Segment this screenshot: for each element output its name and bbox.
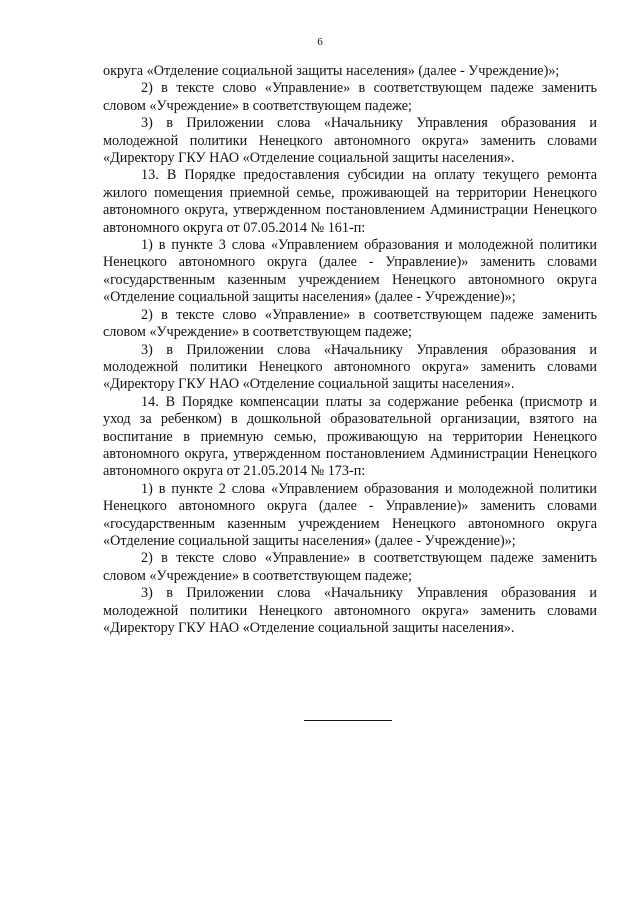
paragraph-section-13: 13. В Порядке предоставления субсидии на оплату текущего ремонта жилого помещения приемной семье, проживающей на территории Ненецкого автономного округа, утвержденном постановлением Администрации Ненецкого автономного округа от 07.05.2014 № 161-п: xyxy=(103,167,597,236)
paragraph-item-3: 3) в Приложении слова «Начальнику Управления образования и молодежной политики Ненецкого автономного округа» заменить словами «Директору ГКУ НАО «Отделение социальной защиты населения». xyxy=(103,115,597,167)
document-body xyxy=(103,63,597,637)
paragraph-section-13-item-1: 1) в пункте 3 слова «Управлением образования и молодежной политики Ненецкого автономного округа (далее - Управление)» заменить словами «государственным казенным учреждением Ненецкого автономного округа «Отделение социальной защиты населения» (далее - Учреждение)»; xyxy=(103,237,597,306)
paragraph-section-14-item-2: 2) в тексте слово «Управление» в соответствующем падеже заменить словом «Учреждение» в соответствующем падеже; xyxy=(103,550,597,584)
end-divider-line xyxy=(304,720,392,721)
paragraph-section-13-item-3: 3) в Приложении слова «Начальнику Управления образования и молодежной политики Ненецкого автономного округа» заменить словами «Директору ГКУ НАО «Отделение социальной защиты населения». xyxy=(103,341,597,393)
paragraph-continuation: округа «Отделение социальной защиты населения» (далее - Учреждение)»; xyxy=(103,63,560,79)
page-number: 6 xyxy=(317,36,323,48)
paragraph-section-13-item-2: 2) в тексте слово «Управление» в соответствующем падеже заменить словом «Учреждение» в соответствующем падеже; xyxy=(103,306,597,341)
paragraph-section-14: 14. В Порядке компенсации платы за содержание ребенка (присмотр и уход за ребенком) в дошкольной образовательной организации, взятого на воспитание в приемную семью, проживающую на территории Ненецкого автономного округа, утвержденном постановлением Администрации Ненецкого автономного округа от 21.05.2014 № 173-п: xyxy=(103,393,597,480)
paragraph-section-14-item-1: 1) в пункте 2 слова «Управлением образования и молодежной политики Ненецкого автономного округа (далее - Управление)» заменить словами «государственным казенным учреждением Ненецкого автономного округа «Отделение социальной защиты населения» (далее - Учреждение)»; xyxy=(103,480,597,549)
paragraph-item-2: 2) в тексте слово «Управление» в соответствующем падеже заменить словом «Учреждение» в соответствующем падеже; xyxy=(103,80,597,114)
paragraph-section-14-item-3: 3) в Приложении слова «Начальнику Управления образования и молодежной политики Ненецкого автономного округа» заменить словами «Директору ГКУ НАО «Отделение социальной защиты населения». xyxy=(103,585,597,636)
